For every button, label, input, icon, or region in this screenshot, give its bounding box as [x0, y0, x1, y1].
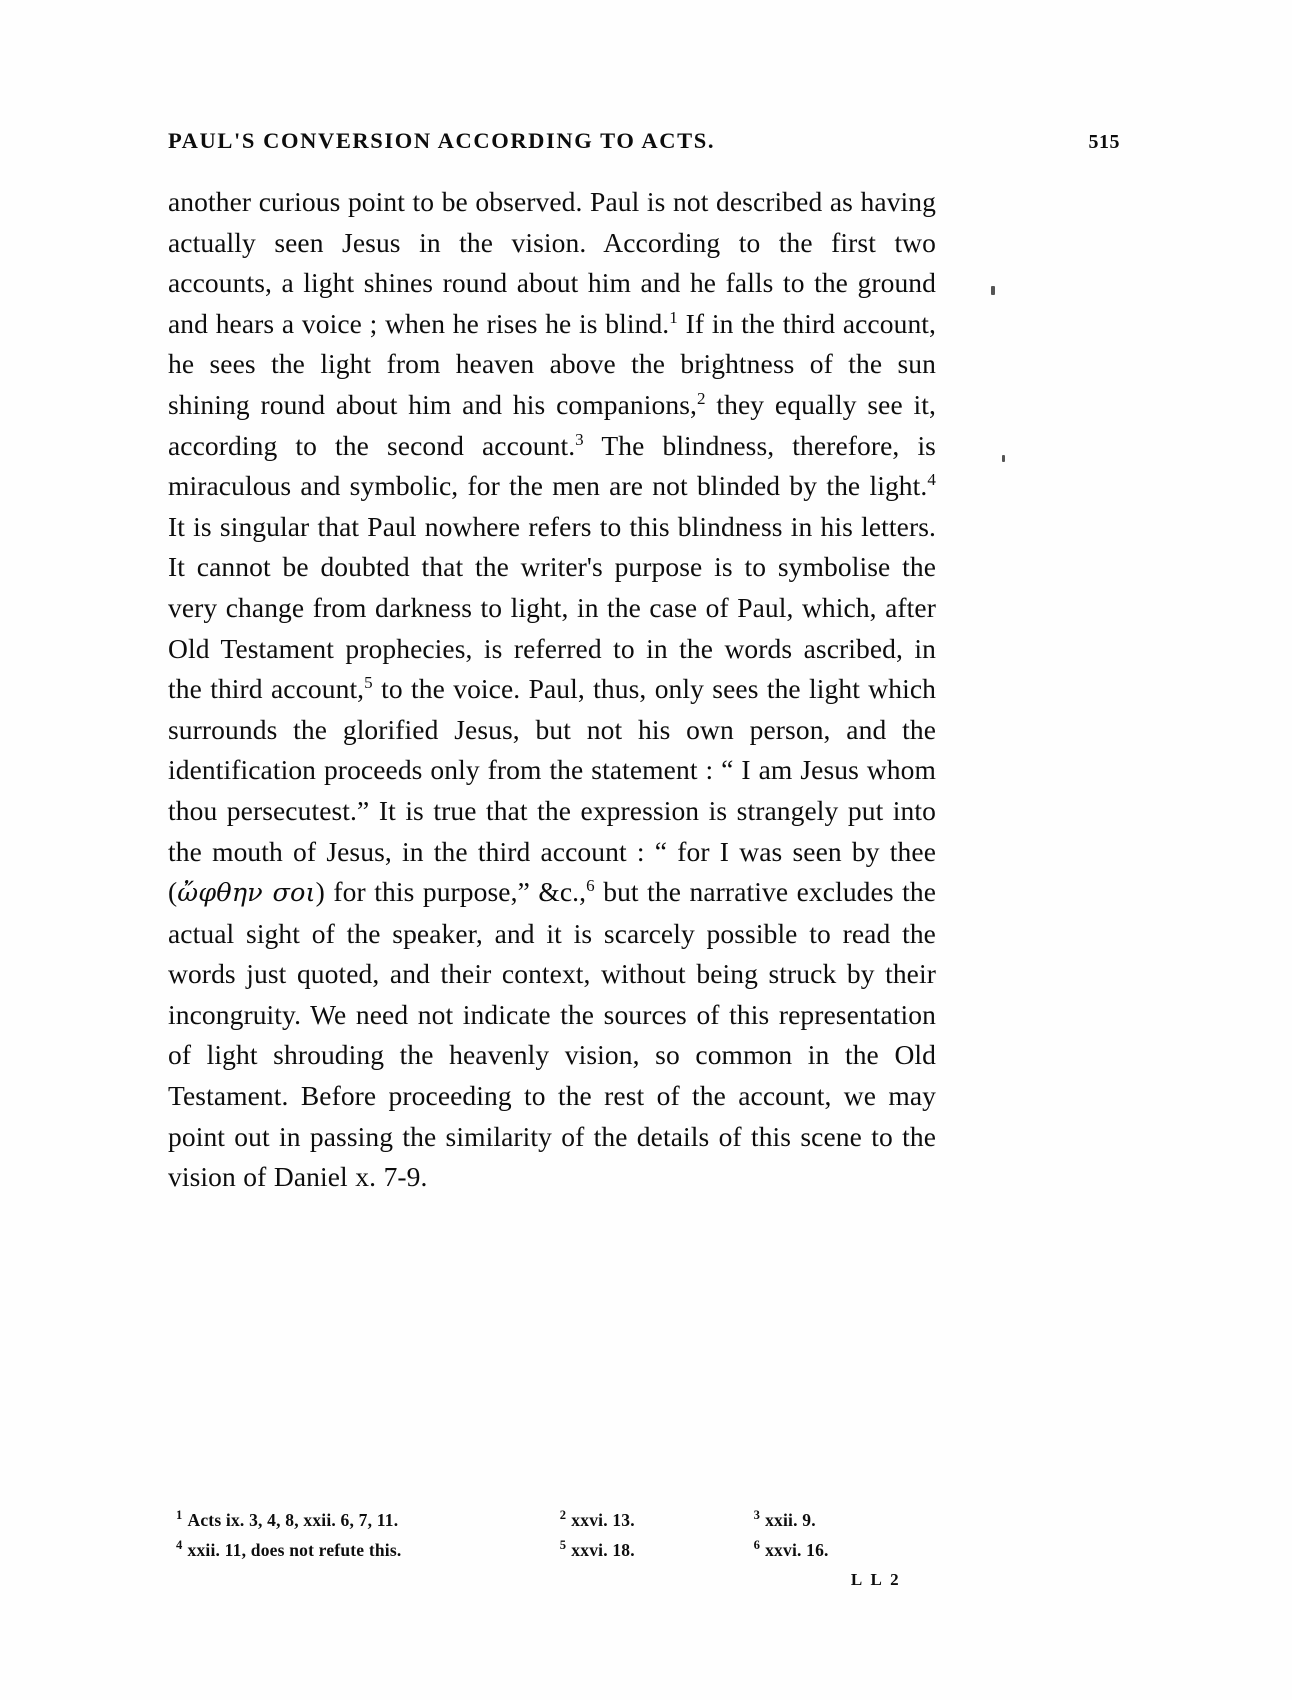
footnote-5 — [560, 1535, 754, 1565]
footnote-text: xxii. 9. — [765, 1510, 816, 1530]
footnote-3 — [754, 1505, 936, 1535]
footnotes-block — [176, 1505, 936, 1565]
footnote-text: xxvi. 18. — [571, 1540, 635, 1560]
footnote-2 — [560, 1505, 754, 1535]
page-number: 515 — [1088, 131, 1120, 153]
running-title: PAUL'S CONVERSION ACCORDING TO ACTS. — [168, 128, 716, 153]
footnote-marker: 5 — [559, 1538, 567, 1553]
signature-mark: L L 2 — [850, 1570, 902, 1589]
footnote-marker: 6 — [753, 1538, 761, 1553]
footnote-marker: 3 — [753, 1508, 761, 1523]
page-speck — [991, 286, 995, 295]
footnote-marker: 1 — [176, 1508, 183, 1523]
footnote-text: xxii. 11, does not refute this. — [187, 1540, 402, 1560]
footnote-row — [176, 1535, 936, 1565]
footnote-text: xxvi. 16. — [765, 1540, 829, 1560]
footnote-marker: 2 — [559, 1508, 567, 1523]
footnote-marker: 4 — [176, 1538, 183, 1553]
footnote-text: Acts ix. 3, 4, 8, xxii. 6, 7, 11. — [187, 1510, 399, 1530]
body-paragraph: another curious point to be observed. Paul is not described as having actually seen Jesus in the vision. According to the first two accounts, a light shines round about him and he falls to the ground and hears a voice ; when he rises he is blind.$^1$ If in the third account, he sees the light from heaven above the brightness of the sun shining round about him and his companions,$^2$ they equally see it, according to the second account.$^3$ The blindness, therefore, is miraculous and symbolic, for the men are not blinded by the light.$^4$ It is singular that Paul nowhere refers to this blindness in his letters. It cannot be doubted that the writer's purpose is to symbolise the very change from darkness to light, in the case of Paul, which, after Old Testament prophecies, is referred to in the words ascribed, in the third account,$^5$ to the voice. Paul, thus, only sees the light which surrounds the glorified Jesus, but not his own person, and the identification proceeds only from the statement : “ I am Jesus whom thou persecutest.” It is true that the expression is strangely put into the mouth of Jesus, in the third account : “ for I was seen by thee (ὤφθην σοι) for this purpose,” &c.,$^6$ but the narrative excludes the actual sight of the speaker, and it is scarcely possible to read the words just quoted, and their context, without being struck by their incongruity. We need not indicate the sources of this representation of light shrouding the heavenly vision, so common in the Old Testament. Before proceeding to the rest of the account, we may point out in passing the similarity of the details of this scene to the vision of Daniel x. 7-9. — [168, 186, 937, 1193]
footnote-1 — [176, 1505, 560, 1535]
footnote-4 — [176, 1535, 560, 1565]
footnote-6 — [754, 1535, 936, 1565]
page-header — [168, 128, 1124, 154]
footnote-row — [176, 1505, 936, 1535]
footnote-text: xxvi. 13. — [571, 1510, 635, 1530]
body-text — [168, 182, 936, 1198]
page-speck — [1002, 455, 1005, 462]
